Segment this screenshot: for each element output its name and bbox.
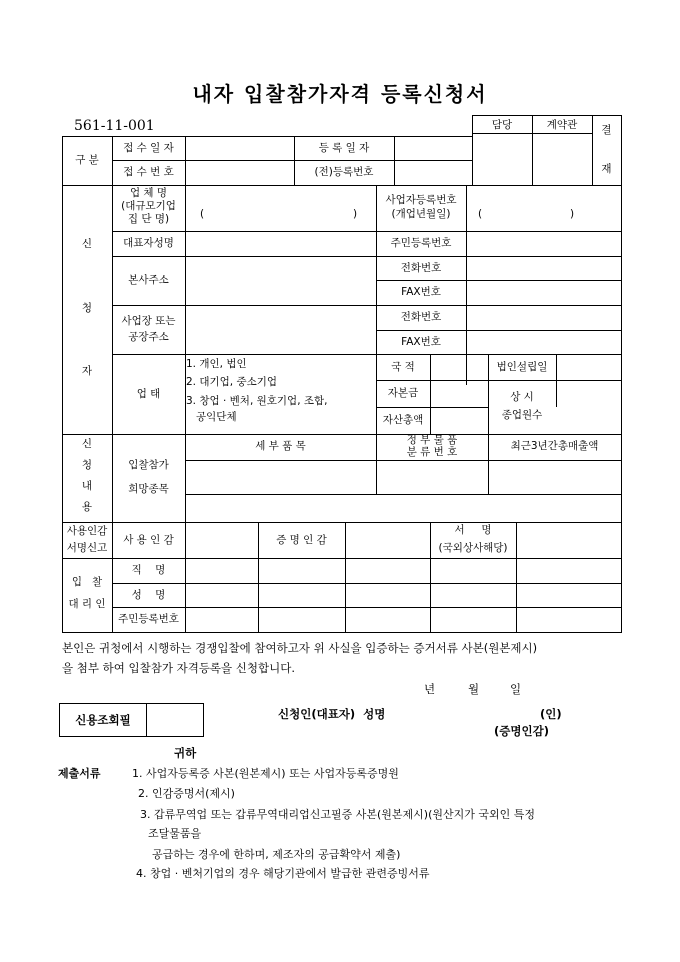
- bizreg-paren-open: (: [478, 208, 483, 220]
- page-title: 내자 입찰참가자격 등록신청서: [192, 82, 488, 106]
- company-name-sub1: (대규모기업: [121, 200, 176, 212]
- employees-label2: 종업원수: [501, 409, 543, 421]
- cert-seal-label: 증 명 인 감: [276, 534, 327, 546]
- request-side-4: 용: [81, 501, 93, 513]
- approval-side-1: 결: [601, 124, 612, 136]
- approval-side-2: 재: [601, 163, 612, 175]
- capital-label: 자본금: [387, 387, 419, 399]
- doc-item-3-cont2: 공급하는 경우에 한하며, 제조자의 공급확약서 제출): [152, 848, 401, 861]
- request-item-label2: 희망종목: [128, 483, 169, 495]
- agent-position-label: 직 명: [131, 564, 166, 576]
- gubun-label: 구 분: [75, 154, 99, 166]
- agent-name-label: 성 명: [131, 589, 166, 601]
- request-side-3: 내: [81, 480, 93, 492]
- resident-no-label: 주민등록번호: [390, 237, 452, 249]
- workplace-phone-label: 전화번호: [400, 311, 442, 323]
- registration-date-label: 등 록 일 자: [318, 142, 370, 154]
- corp-date-label: 법인설립일: [496, 361, 548, 373]
- declaration-line1: 본인은 귀청에서 시행하는 경쟁입찰에 참여하고자 위 사실을 입증하는 증거서류 사본(원본제시): [62, 641, 538, 655]
- doc-item-4: 4. 창업 · 벤처기업의 경우 해당기관에서 발급한 관련증빙서류: [136, 867, 430, 880]
- gov-class-header1: 정 부 물 품: [406, 434, 458, 446]
- hq-address-label: 본사주소: [128, 274, 169, 286]
- approval-officer-label: 계약관: [546, 119, 578, 131]
- agent-side-2: 대 리 인: [68, 598, 106, 610]
- business-type-1: 1. 개인, 법인: [186, 358, 247, 370]
- workplace-fax-label: FAX번호: [401, 336, 441, 348]
- employees-label1: 상 시: [510, 391, 534, 403]
- company-name-sub2: 집 단 명): [127, 213, 170, 225]
- doc-item-3-cont1: 조달물품을: [148, 827, 202, 840]
- applicant-side-3: 자: [81, 365, 93, 377]
- use-seal-label: 사 용 인 감: [123, 534, 174, 546]
- approval-staff-label: 담당: [491, 119, 513, 131]
- business-type-3: 3. 창업 · 벤처, 원호기업, 조합,: [186, 395, 328, 407]
- seal-row-label2: 서명신고: [66, 542, 108, 554]
- company-paren-close: ): [353, 208, 358, 220]
- workplace-label2: 공장주소: [128, 331, 169, 343]
- agent-resident-label: 주민등록번호: [118, 613, 179, 625]
- seal-mark: (인): [540, 707, 562, 721]
- detail-item-header: 세 부 품 목: [255, 440, 306, 452]
- business-type-label: 업 태: [136, 388, 161, 400]
- request-item-label1: 입찰참가: [128, 459, 169, 471]
- applicant-side-2: 청: [81, 302, 93, 314]
- agent-side-1: 입 찰: [71, 576, 103, 588]
- asset-label: 자산총액: [382, 414, 424, 426]
- bizreg-label: 사업자등록번호: [385, 194, 457, 206]
- seal-sub: (증명인감): [494, 724, 549, 738]
- hq-fax-label: FAX번호: [401, 286, 441, 298]
- doc-item-1: 1. 사업자등록증 사본(원본제시) 또는 사업자등록증명원: [132, 767, 399, 780]
- docs-label: 제출서류: [58, 767, 101, 780]
- receipt-date-label: 접 수 일 자: [123, 142, 174, 154]
- doc-item-3: 3. 갑류무역업 또는 갑류무역대리업신고필증 사본(원본제시)(원산지가 국외인 특정: [140, 808, 536, 821]
- signature-sub-label: (국외상사해당): [438, 542, 508, 554]
- seal-row-label1: 사용인감: [66, 525, 108, 537]
- credit-check-label: 신용조회필: [75, 713, 131, 727]
- open-date-label: (개업년월일): [391, 208, 451, 220]
- nationality-label: 국 적: [391, 361, 415, 373]
- signature-label: 서 명: [454, 524, 492, 536]
- workplace-label1: 사업장 또는: [121, 315, 176, 327]
- doc-item-2: 2. 인감증명서(제시): [138, 787, 235, 800]
- company-paren-open: (: [200, 208, 205, 220]
- applicant-side-1: 신: [81, 238, 93, 250]
- prev-registration-label: (전)등록번호: [314, 166, 374, 178]
- company-name-label: 업 체 명: [129, 187, 168, 199]
- addressee: 귀하: [174, 746, 197, 760]
- applicant-sign-label: 신청인(대표자) 성명: [278, 707, 386, 721]
- date-year: 년: [424, 682, 436, 696]
- request-side-2: 청: [81, 459, 93, 471]
- date-month: 월: [468, 682, 480, 696]
- receipt-number-label: 접 수 번 호: [123, 166, 174, 178]
- rep-name-label: 대표자성명: [123, 237, 174, 249]
- bizreg-paren-close: ): [570, 208, 575, 220]
- declaration-line2: 을 첨부 하여 입찰참가 자격등록을 신청합니다.: [62, 661, 296, 675]
- hq-phone-label: 전화번호: [400, 262, 442, 274]
- sales-header: 최근3년간총매출액: [510, 440, 599, 452]
- business-type-2: 2. 대기업, 중소기업: [186, 376, 278, 388]
- document-number: 561-11-001: [74, 118, 155, 134]
- business-type-3-cont: 공익단체: [186, 411, 237, 423]
- gov-class-header2: 분 류 번 호: [406, 446, 458, 458]
- request-side-1: 신: [81, 438, 93, 450]
- date-day: 일: [510, 682, 522, 696]
